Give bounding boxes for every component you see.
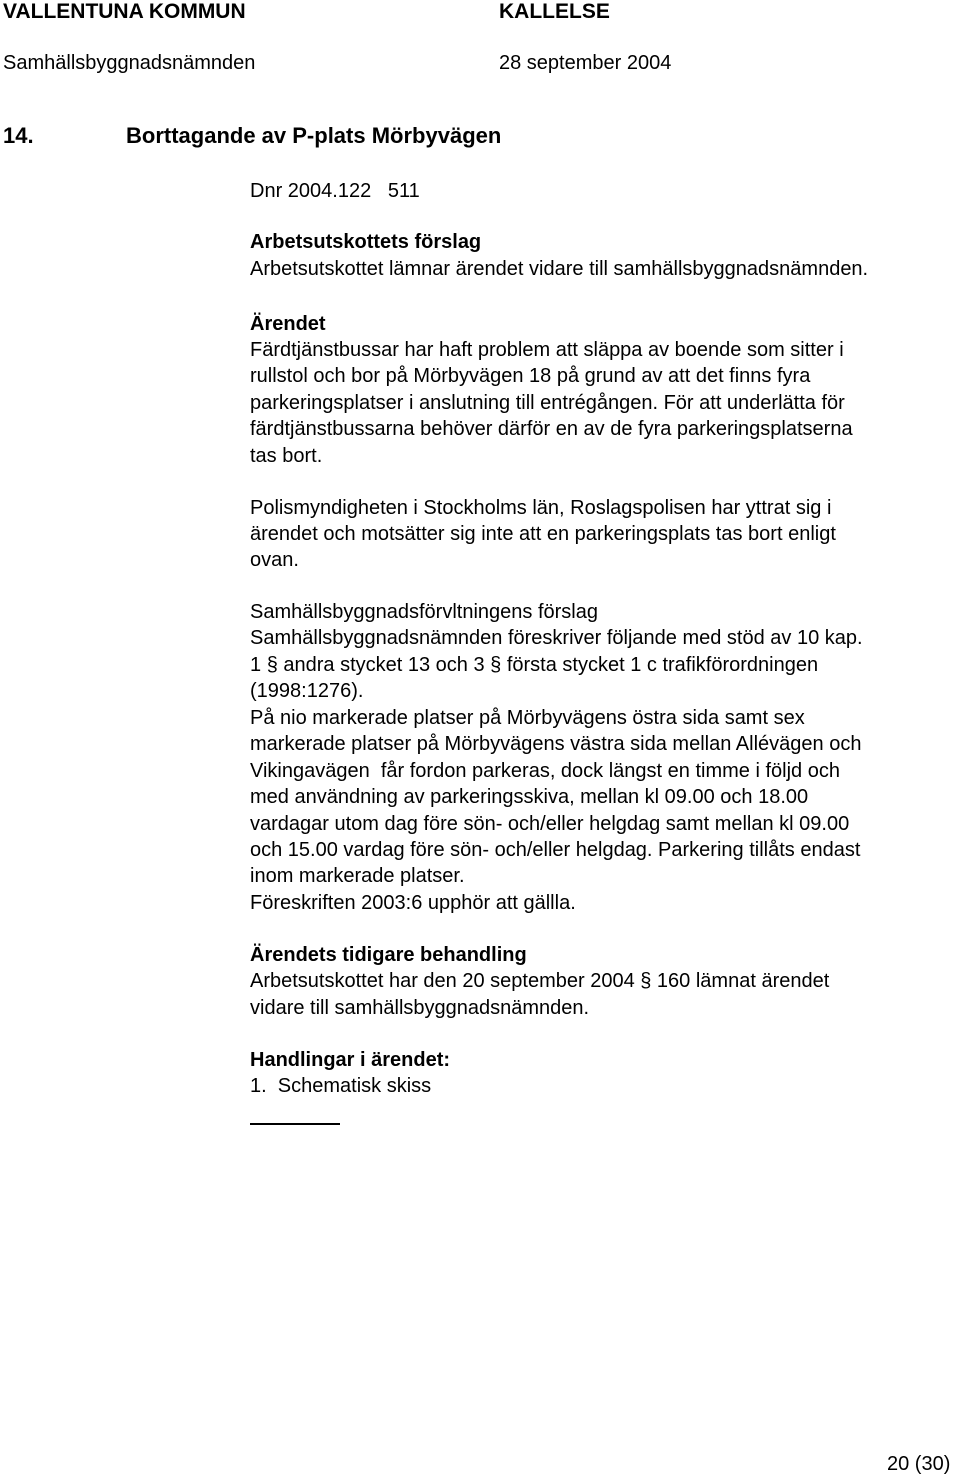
proposal-line: (1998:1276).: [250, 680, 364, 702]
committee-name: Samhällsbyggnadsnämnden: [3, 52, 256, 74]
proposal-line: 1 § andra stycket 13 och 3 § första stycket 1 c trafikförordningen: [250, 654, 819, 676]
proposal-line: Samhällsbyggnadsnämnden föreskriver följande med stöd av 10 kap.: [250, 627, 863, 649]
item-number: 14.: [3, 123, 34, 148]
regulation-line: vardagar utom dag före sön- och/eller helgdag samt mellan kl 09.00: [250, 813, 850, 835]
section-sign-icon: §: [266, 654, 278, 676]
administration-proposal-heading: Samhällsbyggnadsförvltningens förslag: [250, 601, 598, 623]
regulation-line: Föreskriften 2003:6 upphör att gällla.: [250, 892, 576, 914]
previous-handling-line: vidare till samhällsbyggnadsnämnden.: [250, 997, 590, 1019]
police-statement-line: ovan.: [250, 549, 299, 571]
au-proposal-text: Arbetsutskottet lämnar ärendet vidare till samhällsbyggnadsnämnden.: [250, 258, 869, 280]
documents-heading: Handlingar i ärendet:: [250, 1049, 451, 1071]
previous-handling-heading: Ärendets tidigare behandling: [250, 944, 527, 966]
matter-line: rullstol och bor på Mörbyvägen 18 på grund av att det finns fyra: [250, 365, 811, 387]
item-title: Borttagande av P-plats Mörbyvägen: [126, 123, 502, 148]
document-type: KALLELSE: [499, 0, 610, 23]
municipality-name: VALLENTUNA KOMMUN: [3, 0, 246, 23]
documents-list-item: 1. Schematisk skiss: [250, 1075, 432, 1097]
matter-line: tas bort.: [250, 445, 323, 467]
matter-line: parkeringsplatser i anslutning till entrégången. För att underlätta för: [250, 392, 845, 414]
matter-line: färdtjänstbussarna behöver därför en av de fyra parkeringsplatserna: [250, 418, 853, 440]
au-proposal-heading: Arbetsutskottets förslag: [250, 231, 482, 253]
regulation-line: Vikingavägen får fordon parkeras, dock längst en timme i följd och: [250, 760, 840, 782]
regulation-line: På nio markerade platser på Mörbyvägens östra sida samt sex: [250, 707, 805, 729]
diary-number: Dnr 2004.122 511: [250, 180, 420, 202]
page-number: 20 (30): [887, 1453, 951, 1475]
regulation-line: markerade platser på Mörbyvägens västra sida mellan Allévägen och: [250, 733, 862, 755]
regulation-line: och 15.00 vardag före sön- och/eller helgdag. Parkering tillåts endast: [250, 839, 861, 861]
section-sign-icon: §: [640, 970, 652, 992]
section-sign-icon: §: [490, 654, 502, 676]
meeting-date: 28 september 2004: [499, 52, 672, 74]
police-statement-line: ärendet och motsätter sig inte att en parkeringsplats tas bort enligt: [250, 523, 836, 545]
matter-line: Färdtjänstbussar har haft problem att släppa av boende som sitter i: [250, 339, 844, 361]
previous-handling-line: Arbetsutskottet har den 20 september 2004 § 160 lämnat ärendet: [250, 970, 830, 992]
end-separator: [250, 1123, 340, 1125]
regulation-line: med användning av parkeringsskiva, mellan kl 09.00 och 18.00: [250, 786, 809, 808]
matter-heading: Ärendet: [250, 313, 326, 335]
police-statement-line: Polismyndigheten i Stockholms län, Roslagspolisen har yttrat sig i: [250, 497, 832, 519]
regulation-line: inom markerade platser.: [250, 865, 465, 887]
